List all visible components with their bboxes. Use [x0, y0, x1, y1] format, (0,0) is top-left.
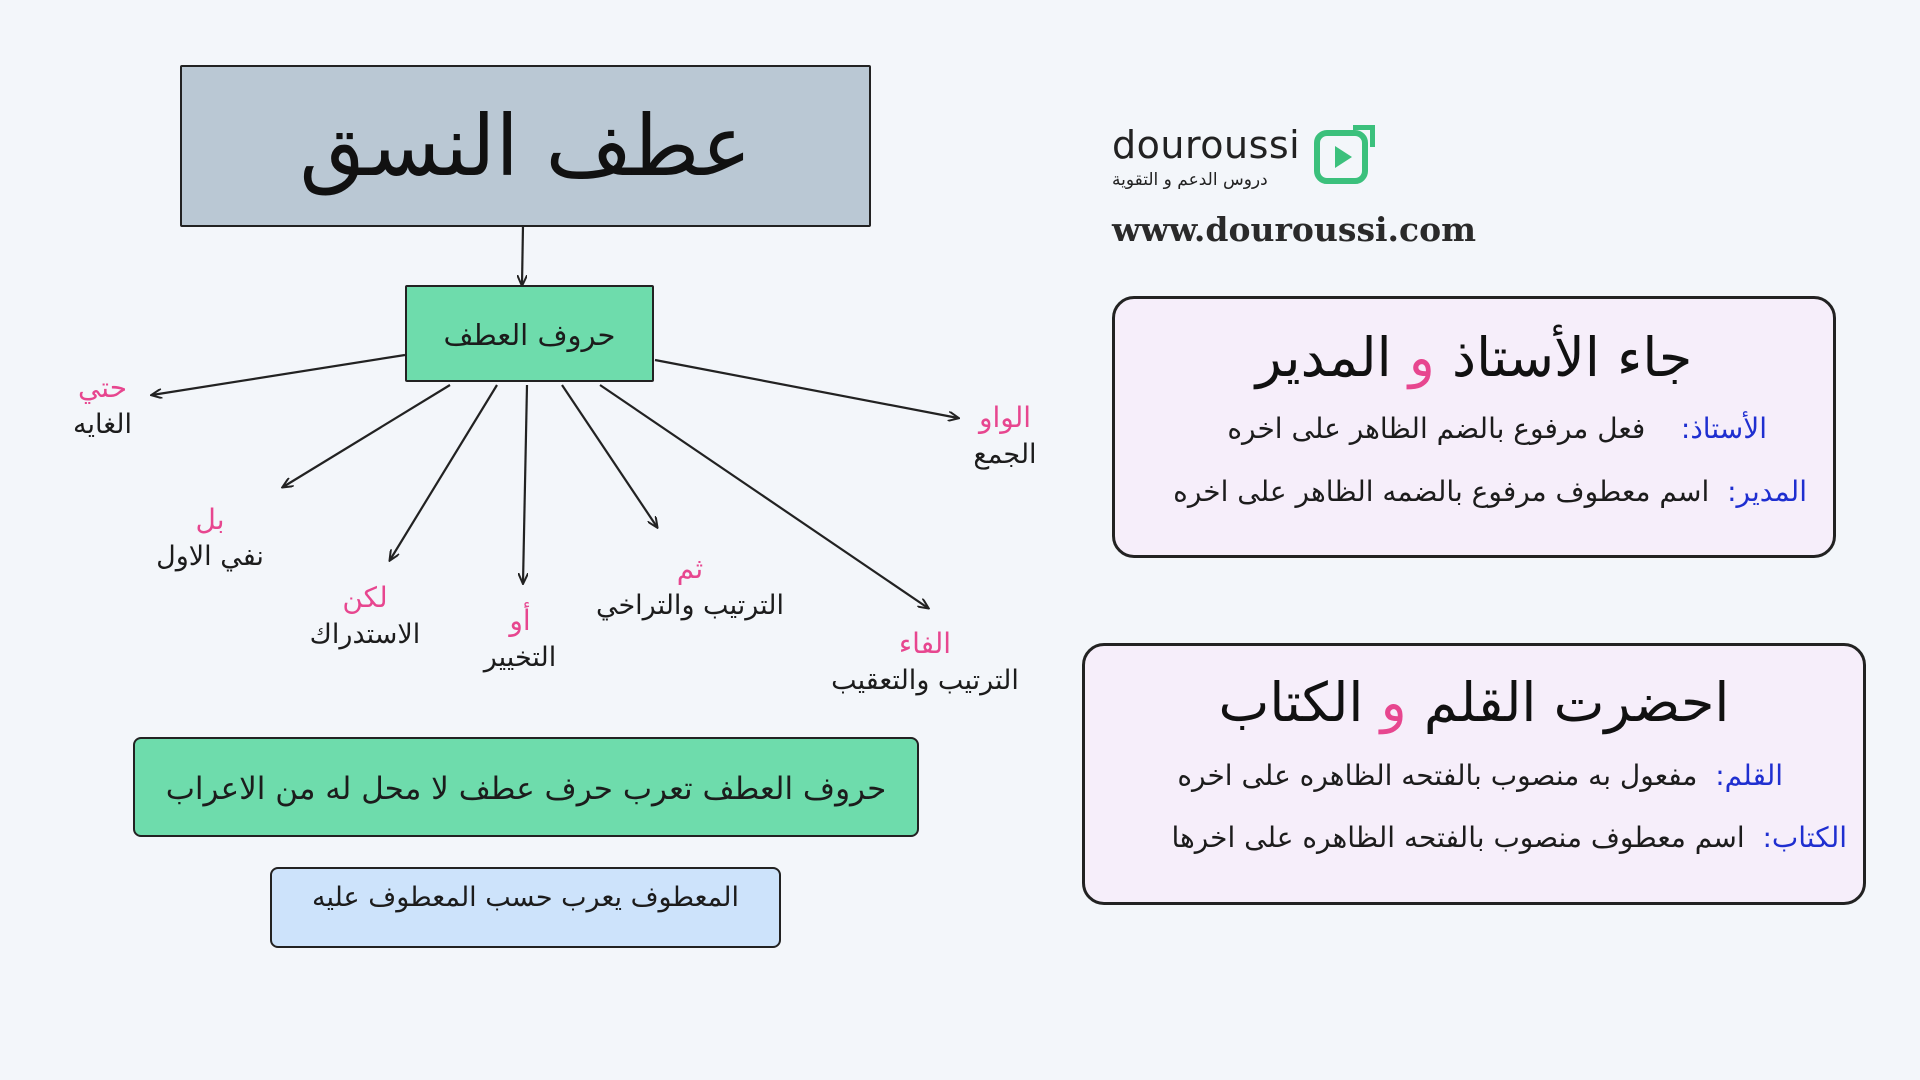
- conj-thumma-meaning: الترتيب والتراخي: [595, 590, 785, 621]
- conj-lakin: [290, 580, 440, 654]
- conj-aw: [460, 603, 580, 677]
- example1-conj: و: [1408, 326, 1435, 389]
- conj-fa-meaning: الترتيب والتعقيب: [831, 665, 1019, 696]
- conj-hatta: [50, 370, 155, 444]
- conj-bal: [140, 502, 280, 576]
- brand-name: douroussi: [1112, 123, 1301, 167]
- example1-line1-text: فعل مرفوع بالضم الظاهر على اخره: [1227, 412, 1646, 445]
- example2-conj: و: [1380, 671, 1407, 734]
- example-card-1: [1112, 296, 1836, 558]
- page-title: عطف النسق: [299, 97, 752, 195]
- example2-line2-label: الكتاب:: [1762, 821, 1847, 854]
- conj-waw-letter: الواو: [978, 401, 1032, 434]
- conj-hatta-letter: حتي: [77, 371, 128, 404]
- arrow-aw: [523, 385, 527, 583]
- brand-url[interactable]: www.douroussi.com: [1112, 210, 1477, 249]
- example1-line2-text: اسم معطوف مرفوع بالضمه الظاهر على اخره: [1173, 475, 1710, 508]
- brand-tagline: دروس الدعم و التقوية: [1112, 170, 1268, 190]
- center-node: [405, 285, 654, 382]
- arrow-thumma: [562, 385, 657, 527]
- example2-line1-label: القلم:: [1715, 759, 1783, 792]
- note-text: المعطوف يعرب حسب المعطوف عليه: [311, 882, 740, 913]
- example2-sentence: [1085, 668, 1863, 738]
- arrow-bal: [283, 385, 450, 487]
- example2-line2-text: اسم معطوف منصوب بالفتحه الظاهره على اخرها: [1171, 821, 1745, 854]
- arrow-title-to-center: [522, 225, 523, 285]
- example1-sentence: [1115, 323, 1833, 393]
- example1-line1: [1227, 409, 1767, 449]
- conj-aw-meaning: التخيير: [483, 642, 557, 673]
- example1-part1: جاء الأستاذ: [1452, 326, 1693, 389]
- center-node-label: حروف العطف: [443, 318, 616, 352]
- example2-part2: الكتاب: [1218, 671, 1364, 734]
- arrow-hatta: [152, 355, 405, 395]
- conj-fa-letter: الفاء: [898, 627, 952, 660]
- example2-part1: احضرت القلم: [1423, 671, 1730, 734]
- title-box: [180, 65, 871, 227]
- conj-fa: [815, 626, 1035, 700]
- conj-lakin-meaning: الاستدراك: [309, 619, 421, 650]
- brand-block: [1110, 120, 1510, 260]
- example2-line1-text: مفعول به منصوب بالفتحه الظاهره على اخره: [1177, 759, 1698, 792]
- example2-line1: [1177, 756, 1783, 796]
- note-box: [270, 867, 781, 948]
- conj-waw-meaning: الجمع: [973, 439, 1037, 470]
- example1-line1-label: الأستاذ:: [1680, 412, 1767, 445]
- example-card-2: [1082, 643, 1866, 905]
- conj-hatta-meaning: الغايه: [73, 409, 132, 440]
- conj-lakin-letter: لكن: [342, 581, 388, 614]
- rule-box: [133, 737, 919, 837]
- conj-aw-letter: أو: [509, 604, 531, 637]
- conj-thumma-letter: ثم: [676, 552, 704, 585]
- conj-waw: [955, 400, 1055, 474]
- conj-thumma: [580, 551, 800, 625]
- conj-bal-meaning: نفي الاول: [156, 541, 264, 572]
- example1-line2: [1173, 472, 1807, 512]
- example1-line2-label: المدير:: [1727, 475, 1807, 508]
- example1-part2: المدير: [1255, 326, 1392, 389]
- rule-text: حروف العطف تعرب حرف عطف لا محل له من الاعراب: [165, 771, 887, 807]
- example2-line2: [1171, 818, 1847, 858]
- arrow-waw: [655, 360, 958, 418]
- conj-bal-letter: بل: [195, 503, 225, 536]
- play-icon: [1313, 125, 1373, 185]
